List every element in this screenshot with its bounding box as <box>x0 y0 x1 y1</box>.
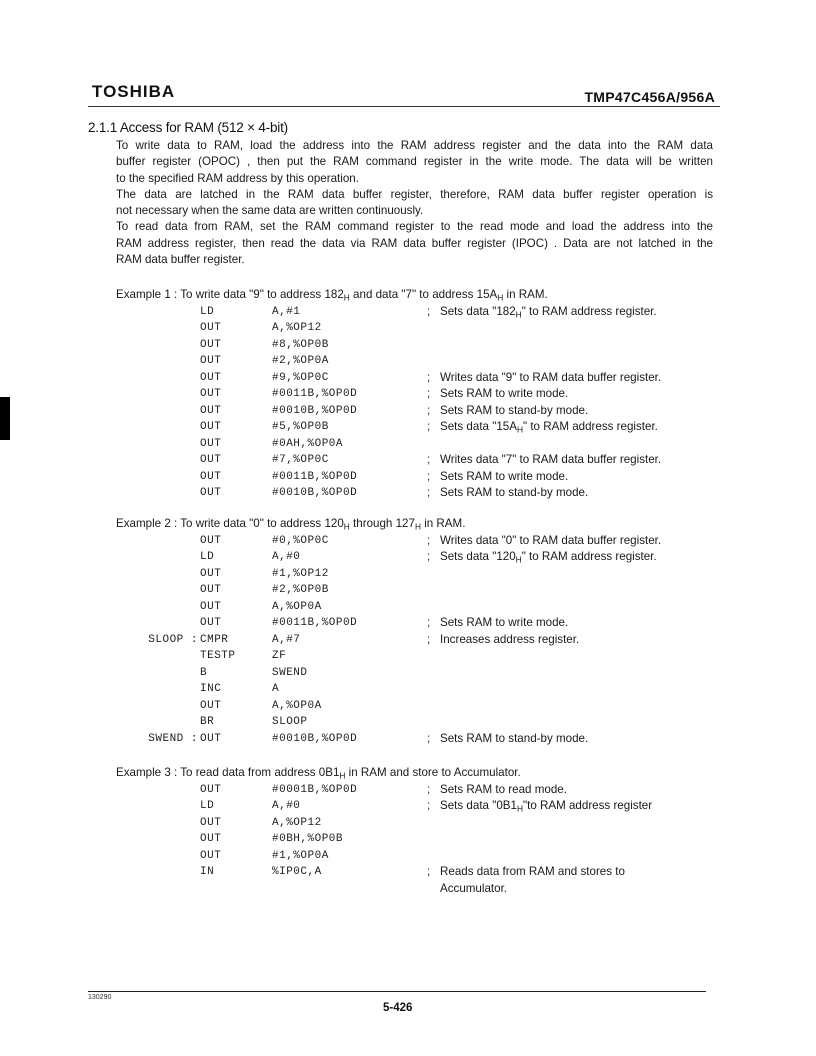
code-line <box>0 665 816 682</box>
code-operand: #0011B,%OP0D <box>272 388 358 400</box>
code-operand: #0001B,%OP0D <box>272 783 358 796</box>
subscript: H <box>414 521 421 532</box>
code-comment: Sets RAM to write mode. <box>440 469 569 483</box>
code-comment: Reads data from RAM and stores to <box>440 865 625 878</box>
code-label: SWEND : <box>148 732 198 745</box>
page-number: 5-426 <box>383 1002 413 1014</box>
code-mnemonic: CMPR <box>200 633 229 646</box>
code-mnemonic: BR <box>200 716 215 728</box>
code-line <box>0 582 816 599</box>
comment-marker: ; <box>427 533 431 547</box>
code-comment: Sets data "$0B1_H"to$ RAM address register <box>440 799 653 814</box>
code-line <box>0 681 816 698</box>
code-line <box>0 615 816 632</box>
comment-marker: ; <box>427 387 431 400</box>
code-mnemonic: OUT <box>200 388 222 400</box>
code-comment: Writes data "7" to RAM data buffer register. <box>440 453 662 466</box>
code-operand: ZF <box>272 650 287 662</box>
code-line <box>0 698 816 715</box>
comment-marker: ; <box>427 782 431 796</box>
example-2-listing <box>0 516 816 747</box>
code-operand: A,#0 <box>272 800 301 812</box>
code-mnemonic: IN <box>200 866 215 878</box>
code-line <box>0 353 816 370</box>
code-line <box>0 419 816 436</box>
code-line <box>0 848 816 865</box>
code-mnemonic: OUT <box>200 355 222 367</box>
code-operand: A,#7 <box>272 633 301 646</box>
example-heading: Example 3 : To read data from address $0B1_H$ in RAM and store to Accumulator. <box>116 766 521 781</box>
code-mnemonic: OUT <box>200 567 222 580</box>
code-operand: #0AH,%OP0A <box>272 437 344 450</box>
code-mnemonic: LD <box>200 551 215 563</box>
code-line <box>0 566 816 583</box>
code-comment: Sets data "$15A_H$" to RAM address register. <box>440 420 658 435</box>
code-operand: #0011B,%OP0D <box>272 470 358 483</box>
paragraph-line: To write data to RAM, load the address into the RAM address register and the data into the RAM data <box>116 139 713 152</box>
code-comment: Writes data "0" to RAM data buffer register. <box>440 533 662 547</box>
paragraph-line: buffer register (OPOC) , then put the RAM command register in the write mode. The data will be written <box>116 155 713 169</box>
comment-marker: ; <box>427 469 431 483</box>
example-3-listing <box>0 765 816 897</box>
code-operand: A,#1 <box>272 305 301 318</box>
code-line <box>0 485 816 502</box>
code-line <box>0 714 816 731</box>
paragraph-line: The data are latched in the RAM data buffer register, therefore, RAM data buffer register operation is <box>116 187 713 201</box>
code-mnemonic: OUT <box>200 404 222 417</box>
code-comment: Sets RAM to write mode. <box>440 616 569 629</box>
comment-marker: ; <box>427 486 431 499</box>
code-mnemonic: OUT <box>200 732 222 745</box>
paragraph-line: to the specified RAM address by this operation. <box>116 171 359 185</box>
code-line <box>0 304 816 321</box>
code-comment: Writes data "9" to RAM data buffer register. <box>440 370 662 384</box>
code-line <box>0 436 816 453</box>
comment-marker: ; <box>427 799 431 812</box>
code-operand: #0010B,%OP0D <box>272 487 358 499</box>
code-line <box>0 599 816 616</box>
subscript: H <box>343 521 350 532</box>
code-mnemonic: LD <box>200 800 215 812</box>
code-line <box>0 452 816 469</box>
part-number: TMP47C456A/956A <box>584 89 715 105</box>
subscript: H <box>516 424 523 435</box>
code-operand: A,%OP0A <box>272 600 322 613</box>
code-operand: A,%OP0A <box>272 699 322 712</box>
code-mnemonic: OUT <box>200 371 222 384</box>
comment-marker: ; <box>427 420 431 433</box>
code-operand: #1,%OP0A <box>272 849 329 862</box>
code-operand: #5,%OP0B <box>272 421 329 433</box>
code-mnemonic: OUT <box>200 437 222 450</box>
code-operand: #2,%OP0B <box>272 584 329 596</box>
code-operand: #1,%OP12 <box>272 567 329 580</box>
code-mnemonic: OUT <box>200 322 222 334</box>
subscript: H <box>516 803 523 814</box>
code-line <box>0 370 816 387</box>
paragraph-line: RAM address register, then read the data via RAM data buffer register (IPOC) . Data are not latched in the <box>116 236 713 250</box>
code-operand: #8,%OP0B <box>272 338 329 351</box>
comment-marker: ; <box>427 616 431 629</box>
code-mnemonic: OUT <box>200 534 222 547</box>
code-line <box>0 798 816 815</box>
code-mnemonic: B <box>200 666 208 679</box>
code-line-continuation <box>0 881 816 898</box>
paragraph-line: not necessary when the same data are written continuously. <box>116 204 424 218</box>
footer-doc-code: 130290 <box>88 994 112 1001</box>
subscript: H <box>339 770 346 781</box>
code-mnemonic: OUT <box>200 470 222 483</box>
footer-divider <box>88 991 706 992</box>
code-line <box>0 815 816 832</box>
code-mnemonic: OUT <box>200 454 222 466</box>
code-mnemonic: OUT <box>200 421 222 433</box>
code-comment: Sets RAM to write mode. <box>440 387 569 400</box>
paragraph-line: RAM data buffer register. <box>116 253 245 267</box>
code-mnemonic: OUT <box>200 783 222 796</box>
comment-marker: ; <box>427 304 431 318</box>
code-line <box>0 648 816 665</box>
code-comment: Accumulator. <box>440 881 508 895</box>
code-mnemonic: OUT <box>200 584 222 596</box>
code-comment: Sets RAM to stand-by mode. <box>440 486 589 499</box>
comment-marker: ; <box>427 632 431 646</box>
code-mnemonic: OUT <box>200 600 222 613</box>
code-line <box>0 731 816 748</box>
comment-marker: ; <box>427 453 431 466</box>
comment-marker: ; <box>427 403 431 417</box>
comment-marker: ; <box>427 370 431 384</box>
subscript: H <box>497 292 504 303</box>
code-mnemonic: OUT <box>200 617 222 629</box>
code-operand: #0BH,%OP0B <box>272 833 344 845</box>
code-line <box>0 469 816 486</box>
code-line <box>0 864 816 881</box>
code-mnemonic: OUT <box>200 487 222 499</box>
code-operand: SWEND <box>272 666 308 679</box>
code-line <box>0 386 816 403</box>
code-mnemonic: OUT <box>200 816 222 829</box>
example-heading: Example 2 : To write data "0" to address $120_H$ through $127_H$ in RAM. <box>116 517 466 532</box>
code-mnemonic: OUT <box>200 833 222 845</box>
code-operand: %IP0C,A <box>272 866 322 878</box>
code-mnemonic: OUT <box>200 338 222 351</box>
comment-marker: ; <box>427 865 431 878</box>
code-line <box>0 632 816 649</box>
code-comment: Sets data "$120_H$" to RAM address register. <box>440 550 657 565</box>
example-heading: Example 1 : To write data "9" to address $182_H$ and data "7" to address $15A_H$ in RAM. <box>116 288 548 303</box>
code-operand: #9,%OP0C <box>272 371 329 384</box>
code-operand: #0,%OP0C <box>272 534 329 547</box>
code-line <box>0 831 816 848</box>
code-operand: #0010B,%OP0D <box>272 732 358 745</box>
code-mnemonic: LD <box>200 305 215 318</box>
code-line <box>0 320 816 337</box>
code-operand: SLOOP <box>272 716 308 728</box>
code-operand: A,%OP12 <box>272 816 322 829</box>
comment-marker: ; <box>427 550 431 563</box>
code-operand: A <box>272 683 280 695</box>
section-title: 2.1.1 Access for RAM (512 × 4-bit) <box>88 120 288 135</box>
code-mnemonic: OUT <box>200 699 222 712</box>
subscript: H <box>515 554 522 565</box>
example-1-listing <box>0 287 816 502</box>
code-operand: #7,%OP0C <box>272 454 329 466</box>
code-mnemonic: INC <box>200 683 222 695</box>
code-comment: Sets RAM to stand-by mode. <box>440 403 589 417</box>
code-comment: Sets data "$182_H$" to RAM address register. <box>440 304 657 319</box>
code-line <box>0 782 816 799</box>
code-comment: Sets RAM to stand-by mode. <box>440 731 589 745</box>
code-label: SLOOP : <box>148 633 198 646</box>
header-divider <box>88 106 720 107</box>
intro-text <box>116 138 713 268</box>
code-line <box>0 337 816 354</box>
subscript: H <box>343 292 350 303</box>
code-comment: Sets RAM to read mode. <box>440 782 567 796</box>
code-operand: #0011B,%OP0D <box>272 617 358 629</box>
brand-logo-text: TOSHIBA <box>92 82 176 101</box>
code-line <box>0 549 816 566</box>
code-mnemonic: TESTP <box>200 650 236 662</box>
paragraph-line: To read data from RAM, set the RAM command register to the read mode and load the address into the <box>116 220 713 234</box>
code-comment: Increases address register. <box>440 632 580 646</box>
code-line <box>0 533 816 550</box>
code-operand: #2,%OP0A <box>272 355 329 367</box>
code-operand: #0010B,%OP0D <box>272 404 358 417</box>
code-mnemonic: OUT <box>200 849 222 862</box>
code-operand: A,#0 <box>272 551 301 563</box>
code-line <box>0 403 816 420</box>
code-operand: A,%OP12 <box>272 322 322 334</box>
subscript: H <box>515 309 522 319</box>
comment-marker: ; <box>427 731 431 745</box>
